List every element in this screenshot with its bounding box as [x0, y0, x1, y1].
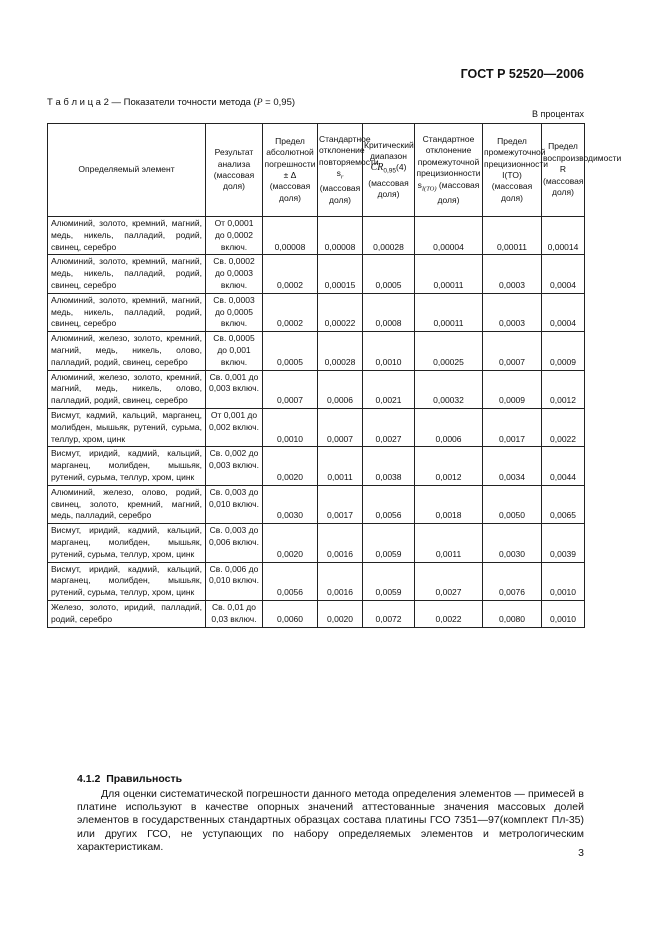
value-cell: 0,0016	[318, 524, 363, 562]
value-cell: 0,0006	[415, 408, 483, 446]
range-cell: Св. 0,002 до 0,003 включ.	[206, 447, 263, 485]
standard-id: ГОСТ Р 52520—2006	[460, 67, 584, 81]
page-number: 3	[578, 847, 584, 859]
value-cell: 0,0009	[483, 370, 542, 408]
value-cell: 0,0022	[542, 408, 585, 446]
table-row	[48, 524, 585, 562]
range-cell: Св. 0,01 до 0,03 включ.	[206, 600, 263, 627]
value-cell: 0,0012	[415, 447, 483, 485]
value-cell: 0,0010	[263, 408, 318, 446]
value-cell: 0,0009	[542, 332, 585, 370]
value-cell: 0,0004	[542, 255, 585, 293]
table-header-row	[48, 124, 585, 217]
col-header-abs-error: Предел абсолютной погрешности ± Δ (массовая доля)	[263, 124, 318, 217]
element-cell: Висмут, иридий, кадмий, кальций, марганец, молибден, мышьяк, рутений, сурьма, теллур, хром, цинк	[48, 562, 206, 600]
value-cell: 0,0030	[483, 524, 542, 562]
value-cell: 0,0017	[483, 408, 542, 446]
value-cell: 0,0060	[263, 600, 318, 627]
value-cell: 0,0003	[483, 255, 542, 293]
value-cell: 0,0039	[542, 524, 585, 562]
table-row	[48, 293, 585, 331]
range-cell: Св. 0,0003 до 0,0005 включ.	[206, 293, 263, 331]
value-cell: 0,0003	[483, 293, 542, 331]
element-cell: Висмут, иридий, кадмий, кальций, марганец, молибден, мышьяк, рутений, сурьма, теллур, хром, цинк	[48, 447, 206, 485]
value-cell: 0,0006	[318, 370, 363, 408]
value-cell: 0,0050	[483, 485, 542, 523]
value-cell: 0,0011	[318, 447, 363, 485]
value-cell: 0,0011	[415, 524, 483, 562]
table-row	[48, 255, 585, 293]
element-cell: Алюминий, железо, олово, родий, свинец, золото, кремний, магний, медь, палладий, серебро	[48, 485, 206, 523]
value-cell: 0,00014	[542, 217, 585, 255]
value-cell: 0,0010	[542, 600, 585, 627]
value-cell: 0,0080	[483, 600, 542, 627]
value-cell: 0,0007	[263, 370, 318, 408]
value-cell: 0,0076	[483, 562, 542, 600]
value-cell: 0,0030	[263, 485, 318, 523]
value-cell: 0,0056	[263, 562, 318, 600]
value-cell: 0,00022	[318, 293, 363, 331]
value-cell: 0,0020	[318, 600, 363, 627]
value-cell: 0,0021	[363, 370, 415, 408]
range-cell: Св. 0,003 до 0,010 включ.	[206, 485, 263, 523]
element-cell: Алюминий, золото, кремний, магний, медь, никель, палладий, родий, свинец, серебро	[48, 255, 206, 293]
range-cell: Св. 0,0002 до 0,0003 включ.	[206, 255, 263, 293]
value-cell: 0,0027	[415, 562, 483, 600]
value-cell: 0,00011	[415, 293, 483, 331]
value-cell: 0,00008	[318, 217, 363, 255]
table-row	[48, 600, 585, 627]
value-cell: 0,0007	[318, 408, 363, 446]
units-note: В процентах	[532, 109, 584, 119]
value-cell: 0,00008	[263, 217, 318, 255]
value-cell: 0,0005	[363, 255, 415, 293]
value-cell: 0,0020	[263, 447, 318, 485]
col-header-element: Определяемый элемент	[48, 124, 206, 217]
range-cell: Св. 0,003 до 0,006 включ.	[206, 524, 263, 562]
value-cell: 0,0007	[483, 332, 542, 370]
range-cell: От 0,0001 до 0,0002 включ.	[206, 217, 263, 255]
value-cell: 0,0012	[542, 370, 585, 408]
accuracy-table	[47, 123, 622, 628]
value-cell: 0,0005	[263, 332, 318, 370]
section-number: 4.1.2	[77, 773, 101, 785]
value-cell: 0,0056	[363, 485, 415, 523]
range-cell: Св. 0,006 до 0,010 включ.	[206, 562, 263, 600]
range-cell: От 0,001 до 0,002 включ.	[206, 408, 263, 446]
element-cell: Железо, золото, иридий, палладий, родий, серебро	[48, 600, 206, 627]
col-header-repeatability: Стандартное отклонение повторяемости $s_r$ (массовая доля)	[318, 124, 363, 217]
value-cell: 0,0022	[415, 600, 483, 627]
value-cell: 0,0004	[542, 293, 585, 331]
value-cell: 0,00004	[415, 217, 483, 255]
section-title: Правильность	[106, 773, 183, 785]
element-cell: Висмут, кадмий, кальций, марганец, молибден, мышьяк, рутений, сурьма, теллур, хром, цинк	[48, 408, 206, 446]
value-cell: 0,0034	[483, 447, 542, 485]
value-cell: 0,00015	[318, 255, 363, 293]
value-cell: 0,00011	[415, 255, 483, 293]
element-cell: Алюминий, железо, золото, кремний, магний, медь, никель, олово, палладий, родий, свинец, серебро	[48, 332, 206, 370]
range-cell: Св. 0,001 до 0,003 включ.	[206, 370, 263, 408]
col-header-result: Результат анализа (массовая доля)	[206, 124, 263, 217]
value-cell: 0,0017	[318, 485, 363, 523]
element-cell: Алюминий, золото, кремний, магний, медь, никель, палладий, родий, свинец, серебро	[48, 293, 206, 331]
col-header-intermediate-limit: Предел промежуточной прецизионности I(TO) (массовая доля)	[483, 124, 542, 217]
section-heading	[77, 773, 182, 785]
value-cell: 0,00028	[363, 217, 415, 255]
table-row	[48, 408, 585, 446]
value-cell: 0,0010	[363, 332, 415, 370]
col-header-critical-range: Критический диапазон $CR_{0,95}(4)$ (массовая доля)	[363, 124, 415, 217]
value-cell: 0,0018	[415, 485, 483, 523]
value-cell: 0,0002	[263, 293, 318, 331]
table-row	[48, 370, 585, 408]
value-cell: 0,0008	[363, 293, 415, 331]
range-cell: Св. 0,0005 до 0,001 включ.	[206, 332, 263, 370]
value-cell: 0,00025	[415, 332, 483, 370]
value-cell: 0,00028	[318, 332, 363, 370]
value-cell: 0,0065	[542, 485, 585, 523]
section-paragraph: Для оценки систематической погрешности данного метода определения элементов — примесей в платине используют в качестве опорных значений аттестованные значения массовых долей элементов в государственных стандартных образцах состава платины ГСО 7351—97(комплект Пл-35) или других ГСО, не уступающих по набору определяемых элементов и метрологическим характеристикам.	[77, 788, 584, 853]
element-cell: Висмут, иридий, кадмий, кальций, марганец, молибден, мышьяк, рутений, сурьма, теллур, хром, цинк	[48, 524, 206, 562]
value-cell: 0,00011	[483, 217, 542, 255]
table-row	[48, 217, 585, 255]
value-cell: 0,0059	[363, 524, 415, 562]
value-cell: 0,0016	[318, 562, 363, 600]
value-cell: 0,0059	[363, 562, 415, 600]
value-cell: 0,00032	[415, 370, 483, 408]
value-cell: 0,0020	[263, 524, 318, 562]
table-caption: Т а б л и ц а 2 — Показатели точности метода (P = 0,95)	[47, 97, 296, 108]
value-cell: 0,0044	[542, 447, 585, 485]
value-cell: 0,0072	[363, 600, 415, 627]
table-row	[48, 332, 585, 370]
element-cell: Алюминий, железо, золото, кремний, магний, медь, никель, олово, палладий, родий, свинец, серебро	[48, 370, 206, 408]
value-cell: 0,0038	[363, 447, 415, 485]
element-cell: Алюминий, золото, кремний, магний, медь, никель, палладий, родий, свинец, серебро	[48, 217, 206, 255]
col-header-intermediate-sd: Стандартное отклонение промежуточной прецизионности $s_{I(TO)}$ (массовая доля)	[415, 124, 483, 217]
table-row	[48, 562, 585, 600]
table-row	[48, 485, 585, 523]
value-cell: 0,0010	[542, 562, 585, 600]
value-cell: 0,0002	[263, 255, 318, 293]
col-header-reproducibility: Предел воспроизводимости R (массовая доля)	[542, 124, 585, 217]
table-row	[48, 447, 585, 485]
value-cell: 0,0027	[363, 408, 415, 446]
